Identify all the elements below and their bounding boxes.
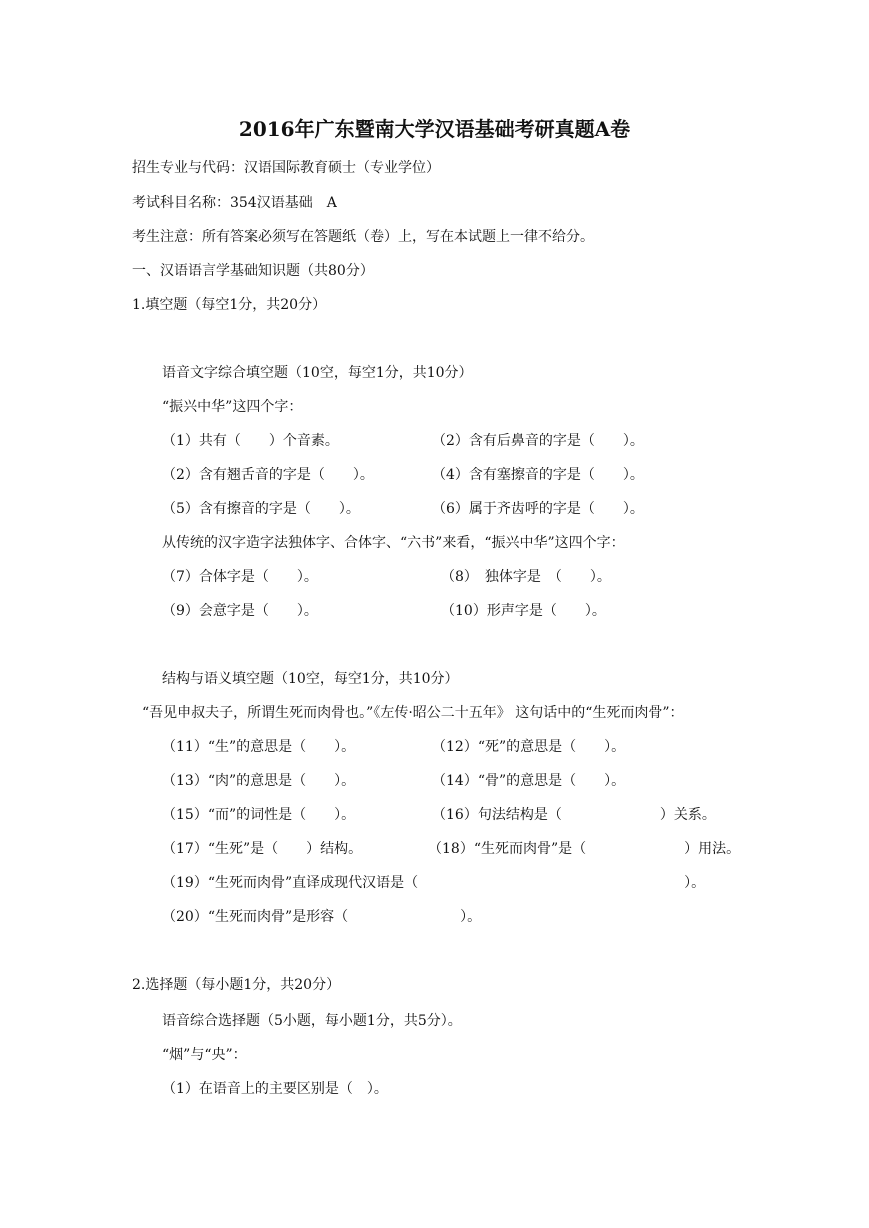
part-a-intro: “振兴中华”这四个字： (162, 399, 303, 415)
item-20: （20）“生死而肉骨”是形容（ ）。 (162, 909, 482, 925)
item-19: （19）“生死而肉骨”直译成现代汉语是（ ）。 (162, 875, 706, 891)
part-a-heading: 语音文字综合填空题（10空，每空1分，共10分） (162, 365, 473, 381)
q2-part-intro: “烟”与“央”： (162, 1047, 247, 1063)
item-17: （17）“生死”是（ ）结构。 (162, 841, 363, 857)
q2-part-heading: 语音综合选择题（5小题，每小题1分，共5分）。 (162, 1013, 462, 1029)
q2-item-1: （1）在语音上的主要区别是（ ）。 (162, 1081, 388, 1097)
item-2b: （2）含有翘舌音的字是（ ）。 (162, 467, 374, 483)
section-heading: 一、汉语语言学基础知识题（共80分） (132, 263, 374, 279)
item-14: （14）“骨”的意思是（ ）。 (432, 773, 626, 789)
item-11: （11）“生”的意思是（ ）。 (162, 739, 356, 755)
notice-line: 考生注意：所有答案必须写在答题纸（卷）上，写在本试题上一律不给分。 (132, 229, 594, 245)
part-b-quote: “吾见申叔夫子，所谓生死而肉骨也。”《左传·昭公二十五年》 这句话中的“生死而肉骨”： (142, 705, 684, 721)
item-8: （8） 独体字是 （ ）。 (441, 569, 611, 585)
part-a-intro2: 从传统的汉字造字法独体字、合体字、“六书”来看，“振兴中华”这四个字： (162, 535, 625, 551)
item-9: （9）会意字是（ ）。 (162, 603, 318, 619)
item-13: （13）“肉”的意思是（ ）。 (162, 773, 356, 789)
item-10: （10）形声字是（ ）。 (441, 603, 606, 619)
item-5: （5）含有擦音的字是（ ）。 (162, 501, 360, 517)
item-12: （12）“死”的意思是（ ）。 (432, 739, 626, 755)
item-4: （4）含有塞擦音的字是（ ）。 (432, 467, 644, 483)
item-1: （1）共有（ ）个音素。 (162, 433, 339, 449)
question1-heading: 1.填空题（每空1分，共20分） (132, 297, 327, 313)
page-title: 2016年广东暨南大学汉语基础考研真题A卷 (238, 117, 631, 141)
item-7: （7）合体字是（ ）。 (162, 569, 318, 585)
item-18: （18）“生死而肉骨”是（ ）用法。 (428, 841, 741, 857)
item-15: （15）“而”的词性是（ ）。 (162, 807, 356, 823)
item-6: （6）属于齐齿呼的字是（ ）。 (432, 501, 644, 517)
subject-line: 考试科目名称：354汉语基础 A (132, 195, 337, 211)
part-b-heading: 结构与语义填空题（10空，每空1分，共10分） (162, 671, 459, 687)
major-line: 招生专业与代码：汉语国际教育硕士（专业学位） (132, 160, 440, 176)
item-2a: （2）含有后鼻音的字是（ ）。 (432, 433, 644, 449)
item-16: （16）句法结构是（ ）关系。 (432, 807, 716, 823)
question2-heading: 2.选择题（每小题1分，共20分） (132, 977, 341, 993)
